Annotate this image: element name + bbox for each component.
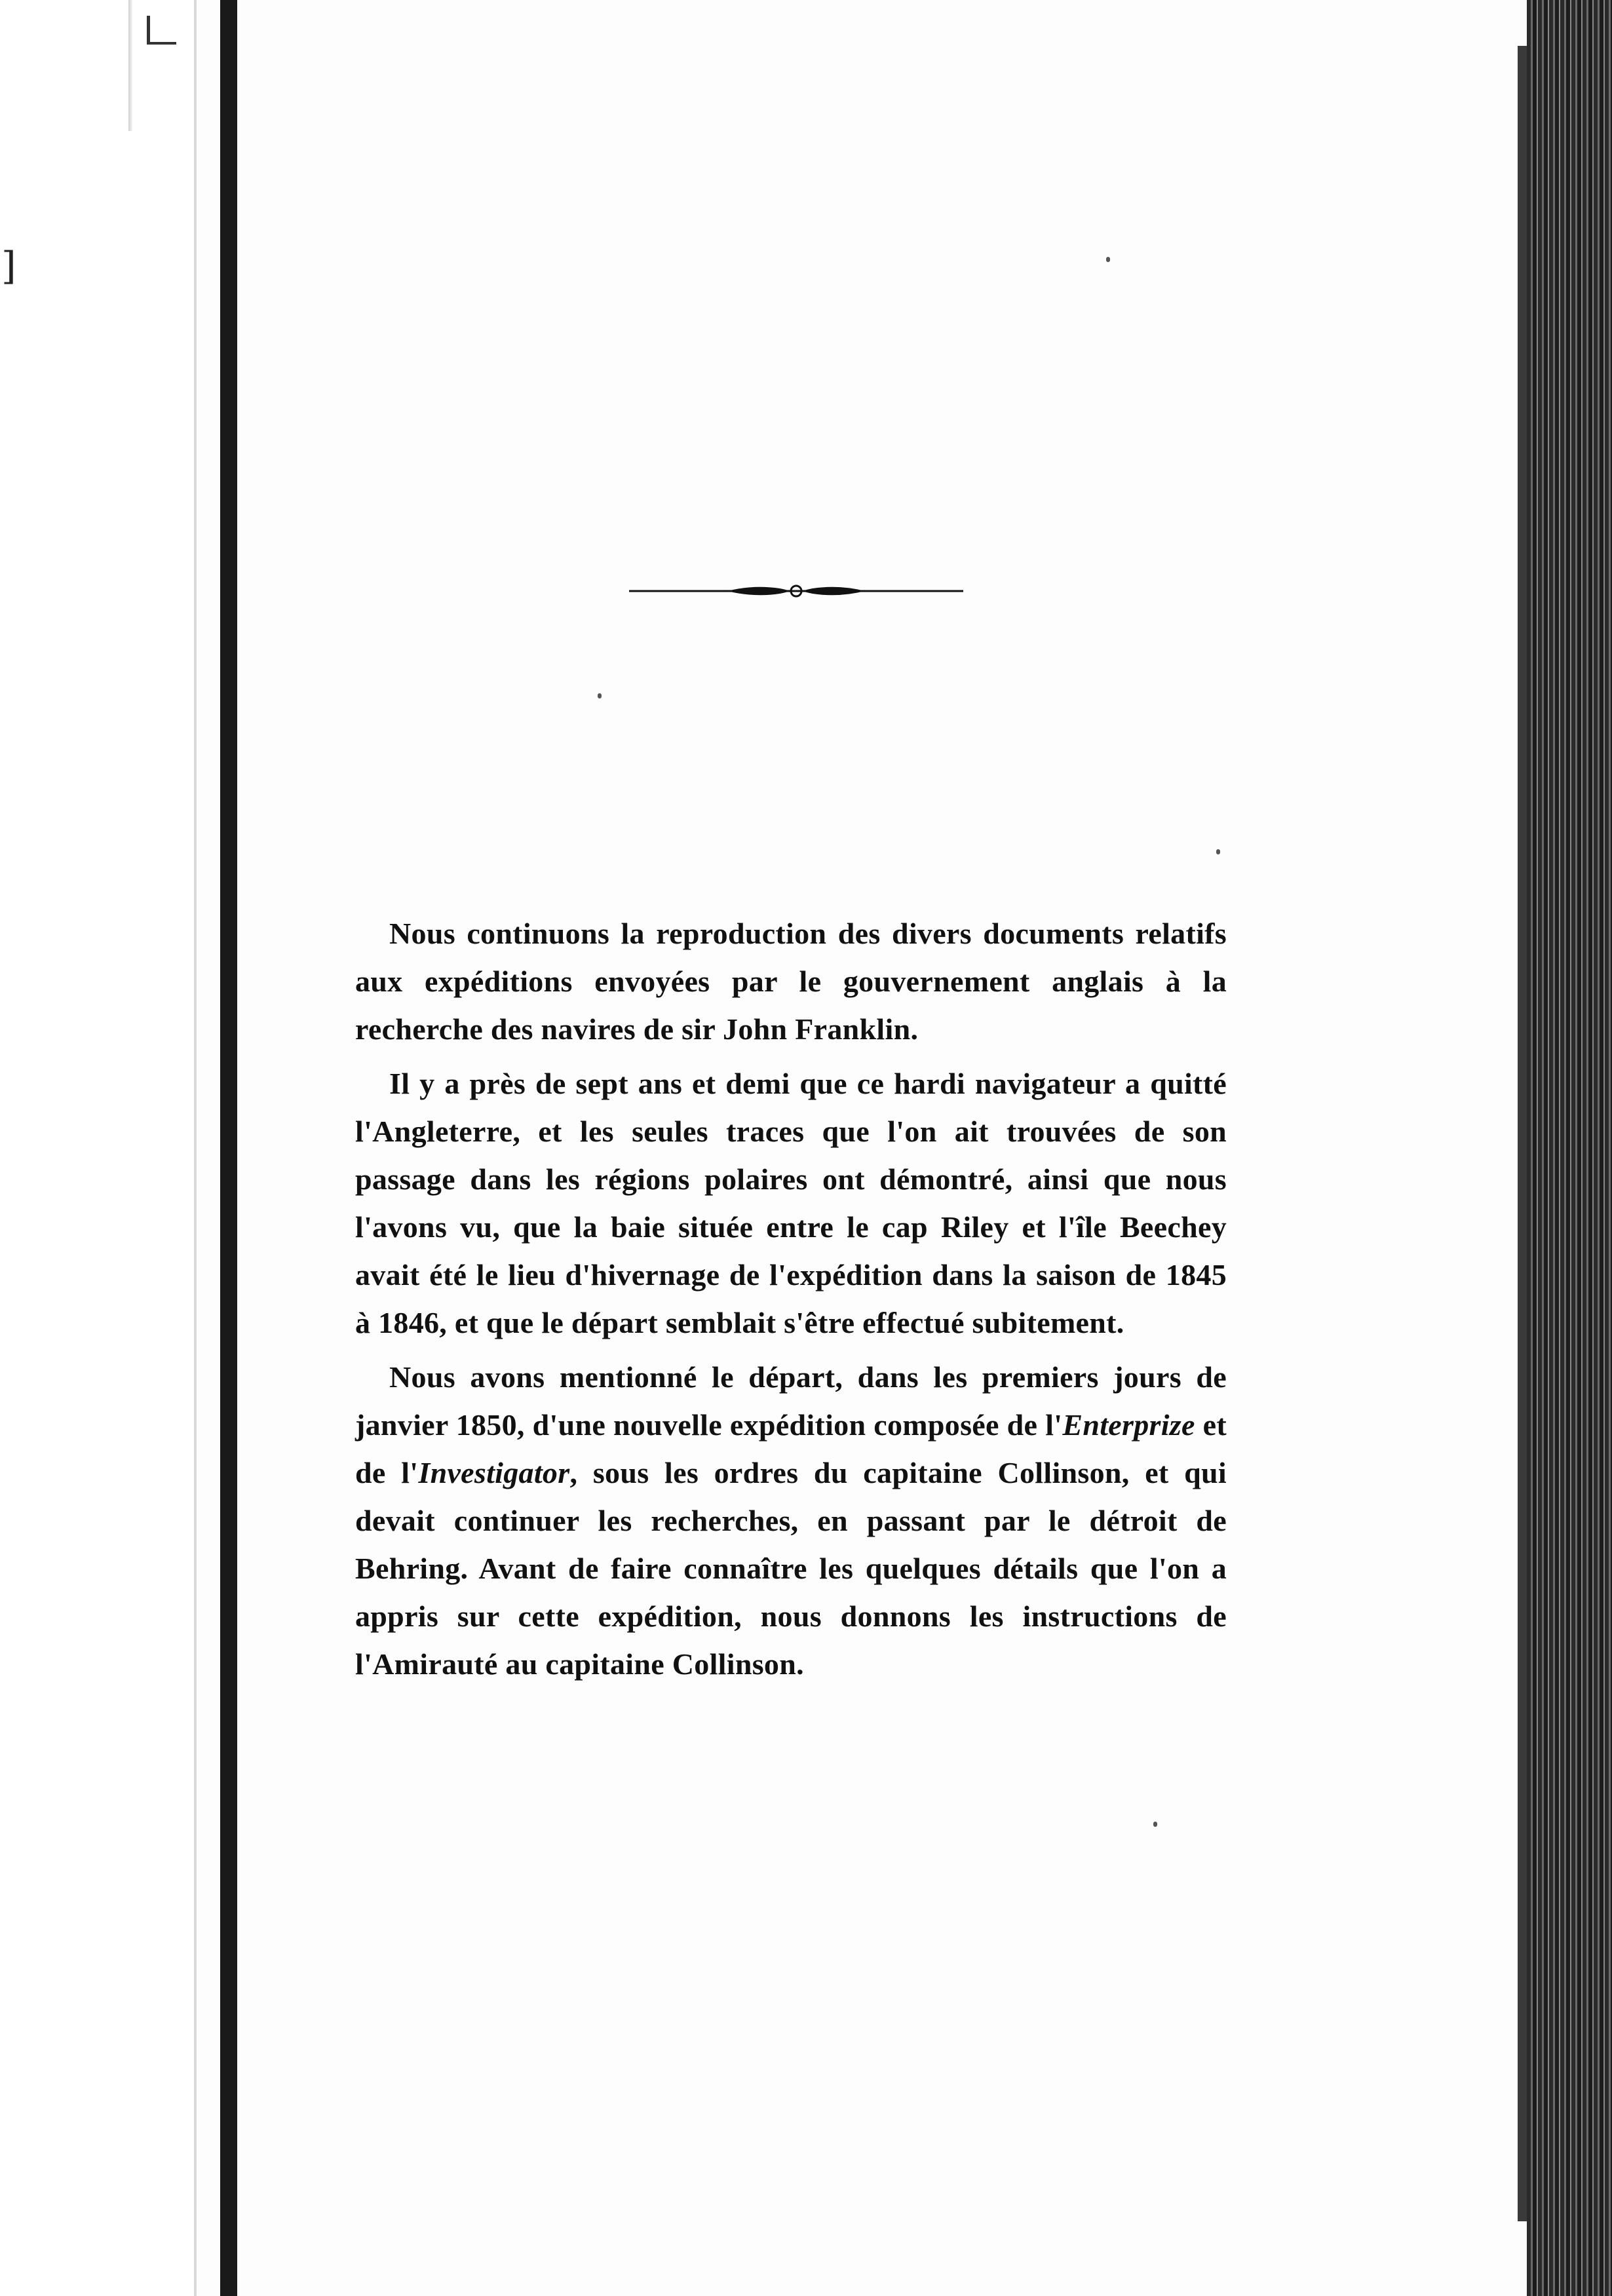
ink-speck bbox=[598, 693, 602, 698]
ink-speck bbox=[1106, 257, 1110, 262]
paragraph-text: Nous avons mentionné le départ, dans les premiers jours de janvier 1850, d'une nouvelle expédition composée de l' bbox=[355, 1360, 1227, 1442]
paragraph bbox=[355, 909, 1227, 1053]
body-text bbox=[355, 909, 1227, 1694]
paragraph-text: Il y a près de sept ans et demi que ce hardi navigateur a quitté l'Angleterre, et les seules traces que l'on ait trouvées de son passage dans les régions polaires ont démontré, ainsi que nous l'avons vu, que la baie située entre le cap Riley et l'île Beechey avait été le lieu d'hivernage de l'expédition dans la saison de 1845 à 1846, et que le départ semblait s'être effectué subitement. bbox=[355, 1067, 1227, 1339]
ornament-divider bbox=[629, 578, 963, 604]
paragraph-text: Nous continuons la reproduction des divers documents relatifs aux expéditions envoyées par le gouvernement anglais à la recherche des navires de sir John Franklin. bbox=[355, 917, 1227, 1046]
ship-name: Enterprize bbox=[1062, 1408, 1195, 1442]
ship-name: Investigator bbox=[418, 1456, 570, 1489]
page-fold bbox=[128, 0, 132, 131]
previous-page-edge bbox=[194, 0, 197, 2296]
corner-mark bbox=[147, 16, 176, 45]
binding-gutter bbox=[220, 0, 237, 2296]
paragraph-text: , sous les ordres du capitaine Collinson, et qui devait continuer les recherches, en passant par le détroit de Behring. Avant de faire connaître les quelques détails que l'on a appris sur cette expédition, nous donnons les instructions de l'Amirauté au capitaine Collinson. bbox=[355, 1456, 1227, 1681]
paragraph bbox=[355, 1060, 1227, 1347]
paragraph-text: et de l' bbox=[355, 1408, 1227, 1489]
ink-speck bbox=[1153, 1822, 1157, 1827]
previous-page-mark: ] bbox=[1, 244, 16, 288]
book-block-edge bbox=[1527, 0, 1612, 2296]
previous-page-strip bbox=[0, 0, 197, 2296]
paragraph bbox=[355, 1353, 1227, 1688]
ink-speck bbox=[1216, 849, 1220, 854]
